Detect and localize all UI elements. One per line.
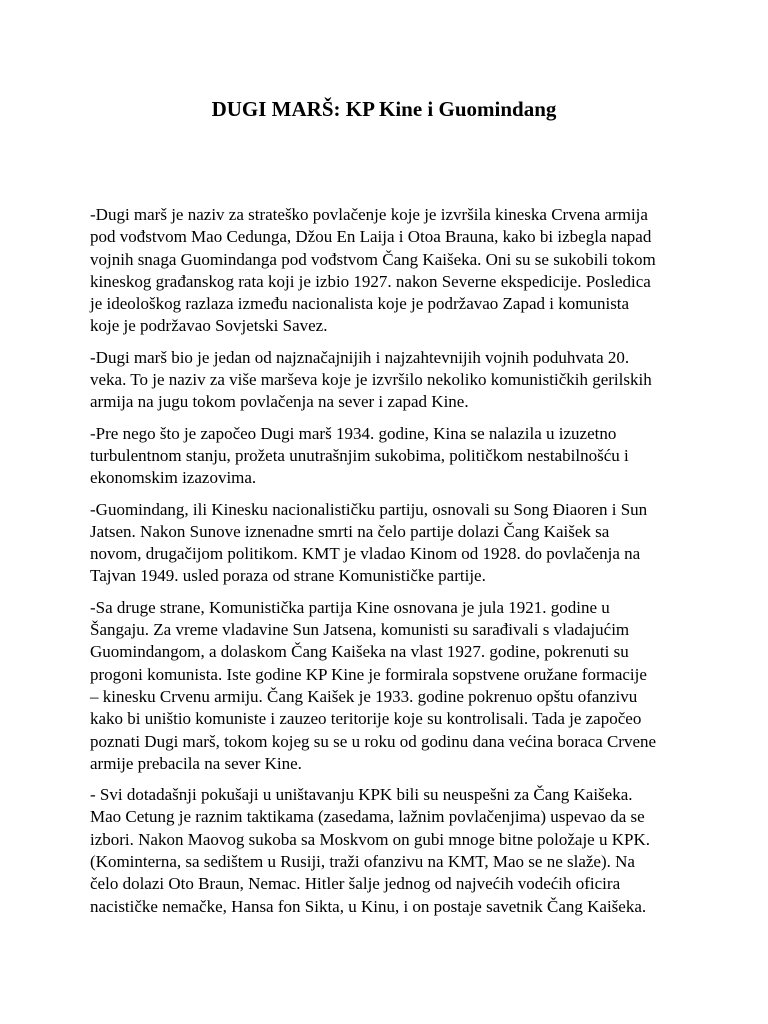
text-line: Guomindangom, a dolaskom Čang Kaišeka na vlast 1927. godine, pokrenuti su xyxy=(90,642,629,662)
paragraph-4 xyxy=(90,499,680,588)
text-line: -Guomindang, ili Kinesku nacionalističku partiju, osnovali su Song Điaoren i Sun xyxy=(90,499,648,519)
paragraph-1 xyxy=(90,204,680,338)
text-line: -Sa druge strane, Komunistička partija Kine osnovana je jula 1921. godine u xyxy=(90,597,610,617)
text-line: vojnih snaga Guomindanga pod vođstvom Čang Kaišeka. Oni su se sukobili tokom xyxy=(90,249,656,269)
text-line: turbulentnom stanju, prožeta unutrašnjim sukobima, političkom nestabilnošću i xyxy=(90,445,629,465)
text-line: Tajvan 1949. usled poraza od strane Komunističke partije. xyxy=(90,566,486,586)
text-line: čelo dolazi Oto Braun, Nemac. Hitler šalje jednog od najvećih vodećih oficira xyxy=(90,874,621,894)
text-line: progoni komunista. Iste godine KP Kine je formirala sopstvene oružane formacije xyxy=(90,664,647,684)
text-line: ekonomskim izazovima. xyxy=(90,468,257,488)
text-line: kako bi uništio komuniste i zauzeo teritorije koje su kontrolisali. Tada je započeo xyxy=(90,709,642,729)
text-line: armije prebacila na sever Kine. xyxy=(90,753,302,773)
text-line: nacističke nemačke, Hansa fon Sikta, u Kinu, i on postaje savetnik Čang Kaišeka. xyxy=(90,896,647,916)
text-line: kineskog građanskog rata koji je izbio 1927. nakon Severne ekspedicije. Posledica xyxy=(90,271,651,291)
text-line: Šangaju. Za vreme vladavine Sun Jatsena, komunisti su sarađivali s vladajućim xyxy=(90,620,630,640)
text-line: novom, drugačijom politikom. KMT je vladao Kinom od 1928. do povlačenja na xyxy=(90,544,641,564)
paragraph-2 xyxy=(90,347,680,414)
text-line: izbori. Nakon Maovog sukoba sa Moskvom on gubi mnoge bitne položaje u KPK. xyxy=(90,829,650,849)
text-line: veka. To je naziv za više marševa koje je izvršilo nekoliko komunističkih gerilskih xyxy=(90,370,652,390)
document-body xyxy=(90,204,680,927)
text-line: -Dugi marš je naziv za strateško povlačenje koje je izvršila kineska Crvena armija xyxy=(90,205,648,224)
paragraph-6 xyxy=(90,784,680,918)
paragraph-3 xyxy=(90,423,680,490)
text-line: poznati Dugi marš, tokom kojeg su se u roku od godinu dana većina boraca Crvene xyxy=(90,731,657,751)
document-title: DUGI MARŠ: KP Kine i Guomindang xyxy=(211,97,557,121)
text-line: (Kominterna, sa sedištem u Rusiji, traži ofanzivu na KMT, Mao se ne slaže). Na xyxy=(90,852,635,872)
text-line: -Dugi marš bio je jedan od najznačajnijih i najzahtevnijih vojnih poduhvata 20. xyxy=(90,347,630,367)
text-line: je ideološkog razlaza između nacionalista koje je podržavao Zapad i komunista xyxy=(90,294,630,314)
text-line: koje je podržavao Sovjetski Savez. xyxy=(90,316,328,336)
text-line: – kinesku Crvenu armiju. Čang Kaišek je 1933. godine pokrenuo opštu ofanzivu xyxy=(90,686,638,706)
text-line: Jatsen. Nakon Sunove iznenadne smrti na čelo partije dolazi Čang Kaišek sa xyxy=(90,521,610,541)
text-line: armija na jugu tokom povlačenja na sever i zapad Kine. xyxy=(90,392,469,412)
text-line: pod vođstvom Mao Cedunga, Džou En Laija i Otoa Brauna, kako bi izbegla napad xyxy=(90,227,652,247)
text-line: -Pre nego što je započeo Dugi marš 1934. godine, Kina se nalazila u izuzetno xyxy=(90,423,617,443)
text-line: - Svi dotadašnji pokušaji u uništavanju KPK bili su neuspešni za Čang Kaišeka. xyxy=(90,785,633,805)
text-line: Mao Cetung je raznim taktikama (zasedama, lažnim povlačenjima) uspevao da se xyxy=(90,807,645,827)
paragraph-5 xyxy=(90,597,680,775)
